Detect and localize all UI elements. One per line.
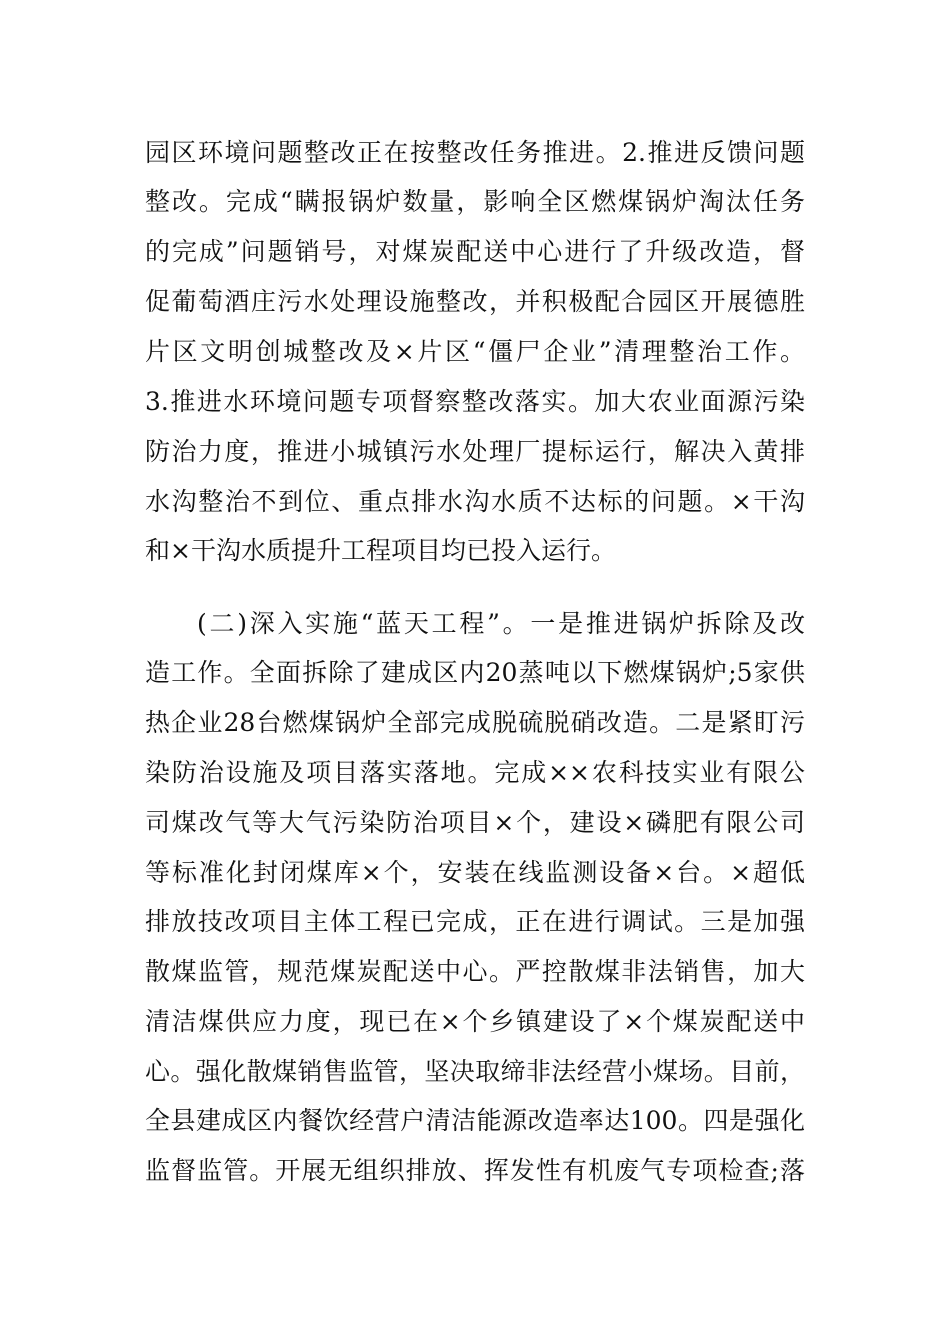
- text-line: 监督监管。开展无组织排放、挥发性有机废气专项检查;落: [145, 1156, 805, 1185]
- text-line: 促葡萄酒庄污水处理设施整改，并积极配合园区开展德胜: [145, 287, 805, 316]
- text-line: 全县建成区内餐饮经营户清洁能源改造率达100。四是强化: [145, 1106, 805, 1135]
- text-line: 等标准化封闭煤库×个，安装在线监测设备×台。×超低: [145, 858, 805, 887]
- text-line: 的完成”问题销号，对煤炭配送中心进行了升级改造，督: [145, 237, 805, 266]
- text-line: 染防治设施及项目落实落地。完成××农科技实业有限公: [145, 758, 805, 787]
- section-heading-line: (二)深入实施“蓝天工程”。一是推进锅炉拆除及改: [197, 609, 805, 638]
- text-line: 散煤监管，规范煤炭配送中心。严控散煤非法销售，加大: [145, 957, 805, 986]
- text-line: 防治力度，推进小城镇污水处理厂提标运行，解决入黄排: [145, 437, 805, 466]
- text-line: 和×干沟水质提升工程项目均已投入运行。: [145, 536, 616, 565]
- text-line: 排放技改项目主体工程已完成，正在进行调试。三是加强: [145, 907, 805, 936]
- text-line: 园区环境问题整改正在按整改任务推进。2.推进反馈问题: [145, 138, 805, 167]
- text-line: 片区文明创城整改及×片区“僵尸企业”清理整治工作。: [145, 337, 805, 366]
- text-line: 清洁煤供应力度，现已在×个乡镇建设了×个煤炭配送中: [145, 1007, 805, 1036]
- text-line: 3.推进水环境问题专项督察整改落实。加大农业面源污染: [145, 387, 805, 416]
- text-line: 热企业28台燃煤锅炉全部完成脱硫脱硝改造。二是紧盯污: [145, 708, 805, 737]
- text-line: 整改。完成“瞒报锅炉数量，影响全区燃煤锅炉淘汰任务: [145, 187, 805, 216]
- text-line: 司煤改气等大气污染防治项目×个，建设×磷肥有限公司: [145, 808, 805, 837]
- text-line: 造工作。全面拆除了建成区内20蒸吨以下燃煤锅炉;5家供: [145, 658, 805, 687]
- text-line: 水沟整治不到位、重点排水沟水质不达标的问题。×干沟: [145, 487, 805, 516]
- text-line: 心。强化散煤销售监管，坚决取缔非法经营小煤场。目前，: [145, 1057, 805, 1086]
